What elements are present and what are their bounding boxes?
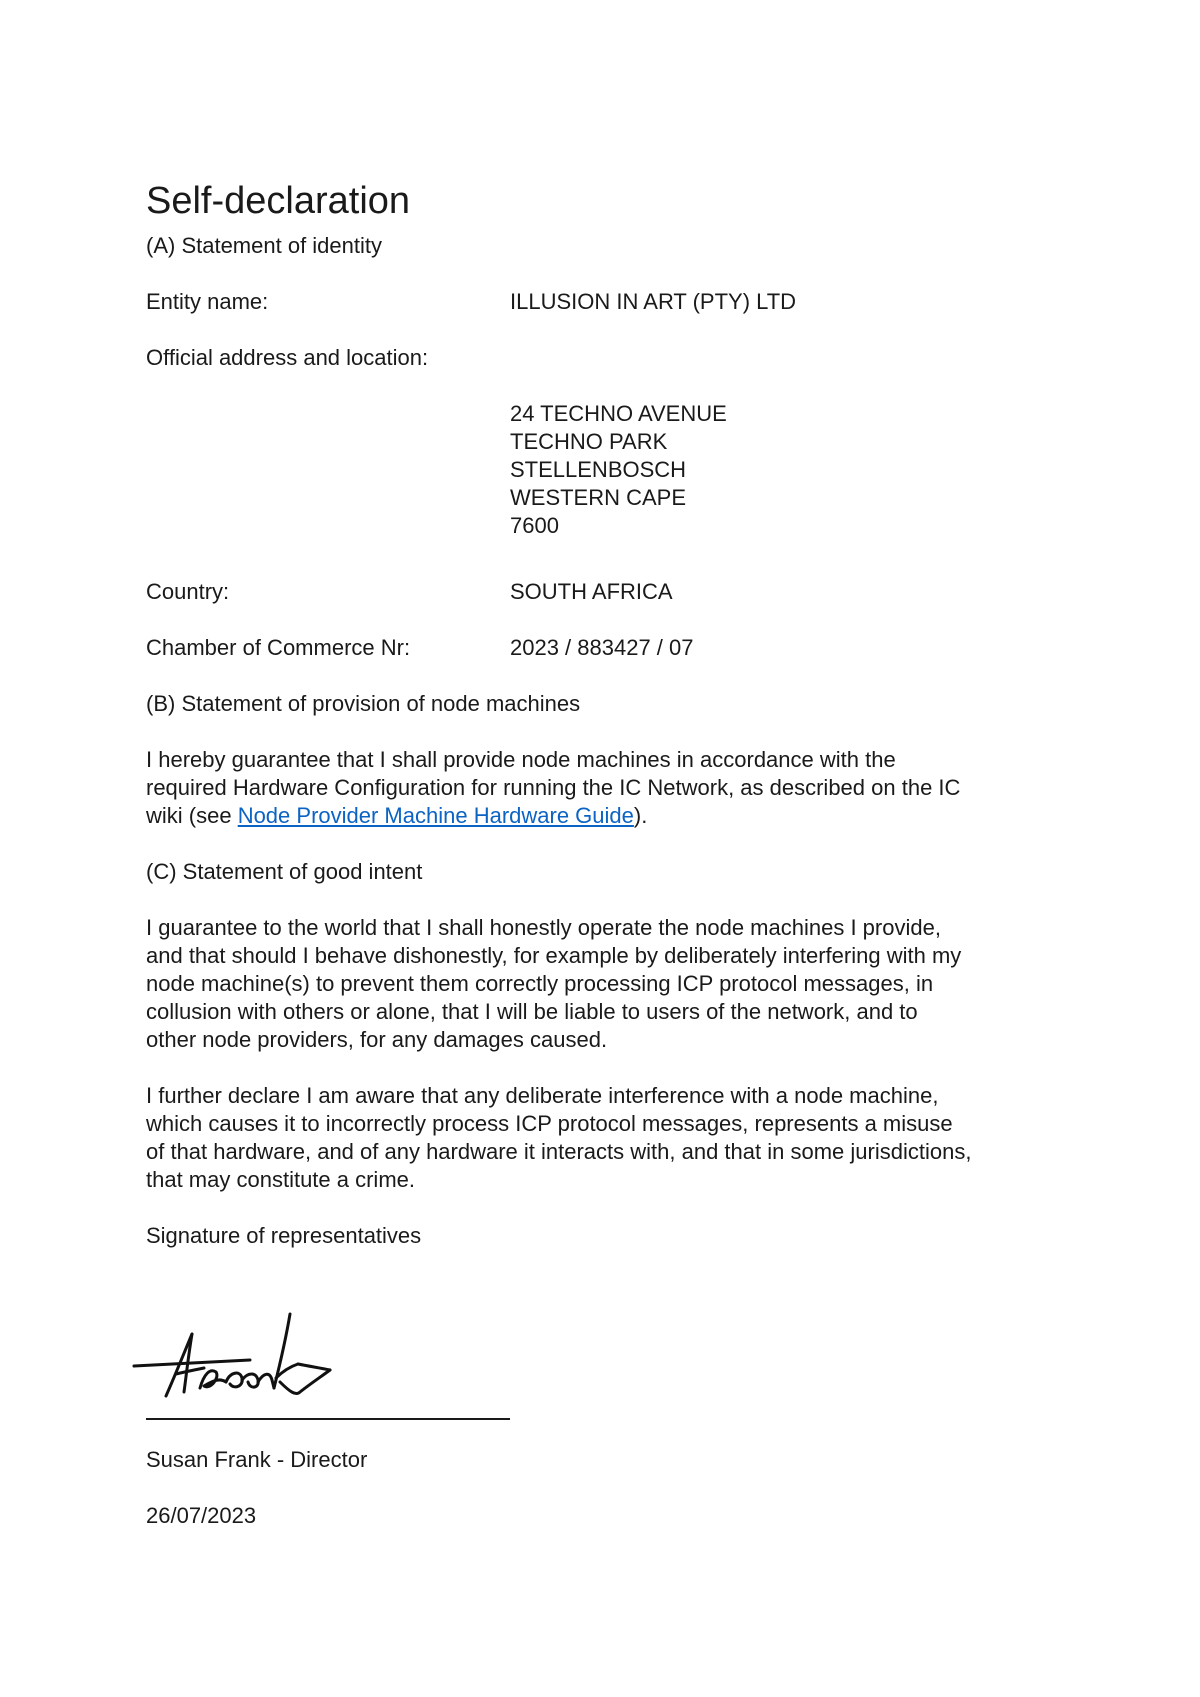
address-label: Official address and location: bbox=[146, 345, 429, 370]
paragraph-line: I guarantee to the world that I shall honestly operate the node machines I provide, bbox=[146, 915, 941, 940]
address-line: TECHNO PARK bbox=[510, 429, 668, 454]
chamber-of-commerce-label: Chamber of Commerce Nr: bbox=[146, 635, 411, 660]
paragraph-line: I further declare I am aware that any deliberate interference with a node machine, bbox=[146, 1083, 939, 1108]
entity-name-label: Entity name: bbox=[146, 289, 269, 314]
signature-line bbox=[146, 1418, 510, 1420]
paragraph-text: ). bbox=[633, 803, 648, 828]
section-c-heading: (C) Statement of good intent bbox=[146, 859, 423, 884]
section-c-paragraph-2 bbox=[146, 1082, 1076, 1194]
address-line: WESTERN CAPE bbox=[510, 485, 687, 510]
paragraph-line: I hereby guarantee that I shall provide node machines in accordance with the bbox=[146, 747, 896, 772]
paragraph-line: and that should I behave dishonestly, for example by deliberately interfering with my bbox=[146, 943, 962, 968]
chamber-of-commerce-value: 2023 / 883427 / 07 bbox=[510, 635, 694, 660]
paragraph-line: required Hardware Configuration for running the IC Network, as described on the IC bbox=[146, 775, 961, 800]
address-line: 7600 bbox=[510, 513, 559, 538]
paragraph-line: that may constitute a crime. bbox=[146, 1167, 415, 1192]
paragraph-line: which causes it to incorrectly process ICP protocol messages, represents a misuse bbox=[146, 1111, 953, 1136]
address-block bbox=[510, 400, 727, 540]
signature-heading: Signature of representatives bbox=[146, 1223, 422, 1248]
document-title: Self-declaration bbox=[146, 180, 411, 222]
section-b-heading: (B) Statement of provision of node machines bbox=[146, 691, 581, 716]
handwritten-signature bbox=[130, 1308, 340, 1408]
signatory-name: Susan Frank - Director bbox=[146, 1447, 368, 1472]
entity-name-value: ILLUSION IN ART (PTY) LTD bbox=[510, 289, 797, 314]
country-label: Country: bbox=[146, 579, 230, 604]
country-value: SOUTH AFRICA bbox=[510, 579, 673, 604]
paragraph-line: of that hardware, and of any hardware it interacts with, and that in some jurisdictions, bbox=[146, 1139, 972, 1164]
section-a-heading: (A) Statement of identity bbox=[146, 233, 382, 258]
address-line: 24 TECHNO AVENUE bbox=[510, 401, 727, 426]
paragraph-line bbox=[146, 802, 1076, 830]
address-line: STELLENBOSCH bbox=[510, 457, 687, 482]
section-b-paragraph bbox=[146, 746, 1076, 830]
paragraph-line: other node providers, for any damages caused. bbox=[146, 1027, 608, 1052]
hardware-guide-link[interactable]: Node Provider Machine Hardware Guide bbox=[237, 803, 634, 828]
signature-date: 26/07/2023 bbox=[146, 1503, 257, 1528]
paragraph-text: wiki (see bbox=[146, 803, 238, 828]
paragraph-line: collusion with others or alone, that I will be liable to users of the network, and to bbox=[146, 999, 918, 1024]
paragraph-line: node machine(s) to prevent them correctly processing ICP protocol messages, in bbox=[146, 971, 934, 996]
section-c-paragraph-1 bbox=[146, 914, 1076, 1054]
